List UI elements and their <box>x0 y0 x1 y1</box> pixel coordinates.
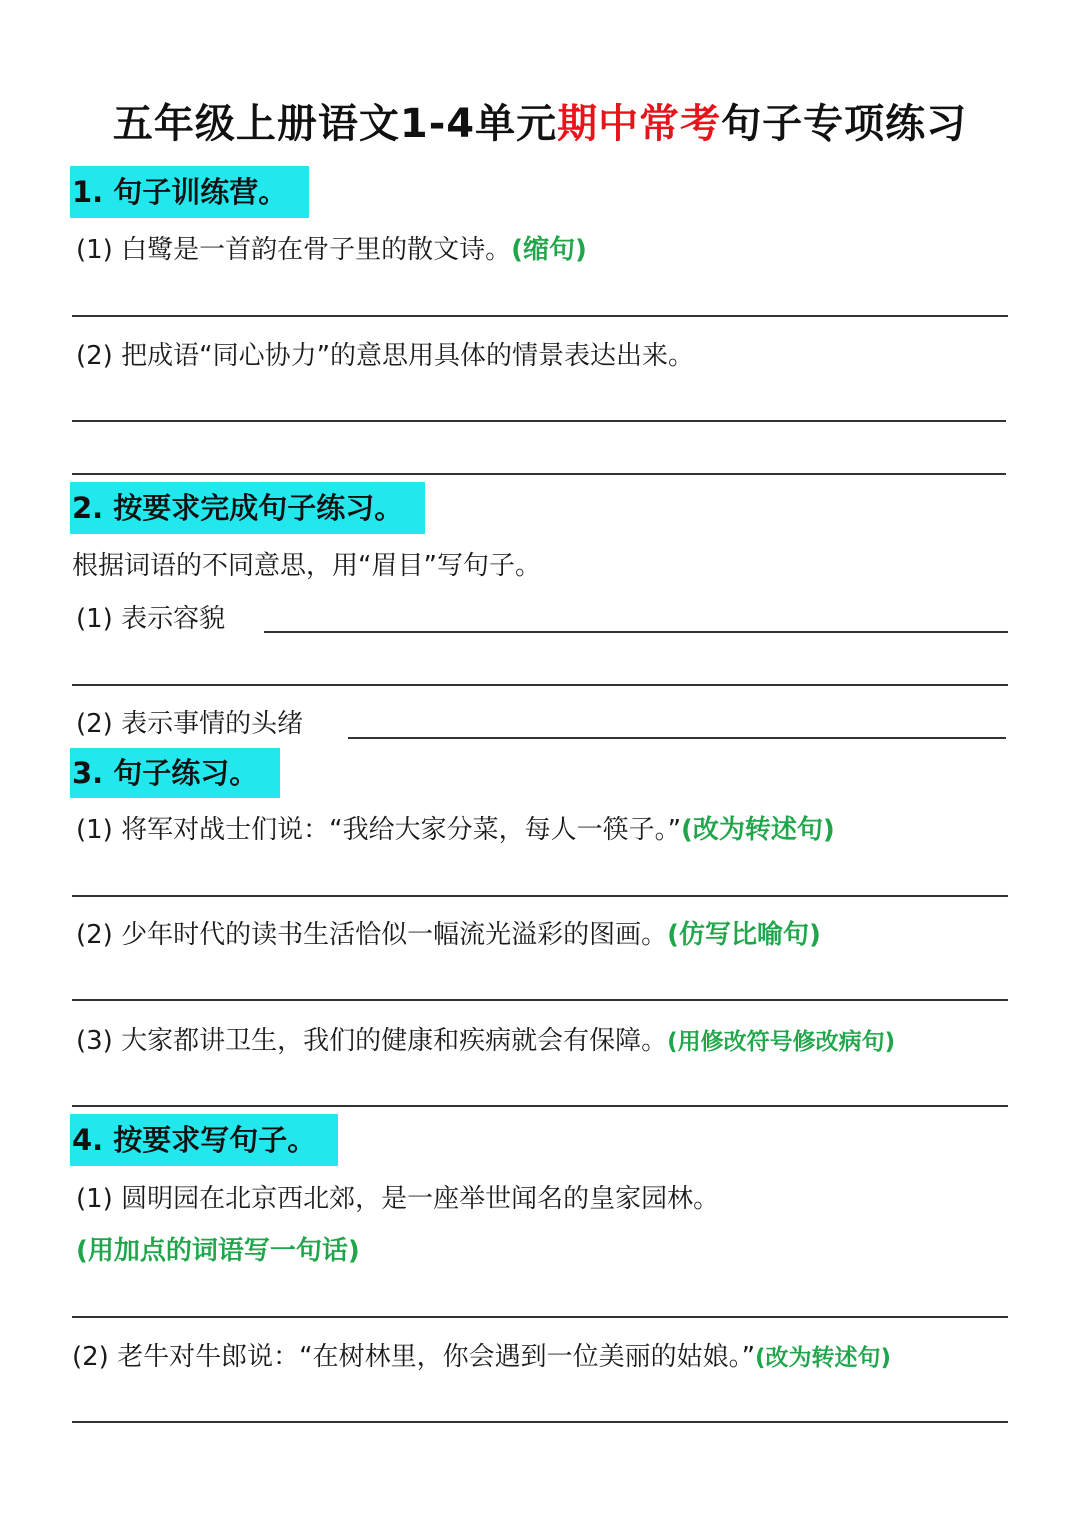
question-3-3 <box>76 1021 895 1062</box>
answer-line[interactable] <box>72 1316 1008 1318</box>
question-text: (2) 少年时代的读书生活恰似一幅流光溢彩的图画。 <box>76 920 668 950</box>
question-hint: (改为转述句) <box>681 815 835 845</box>
section-4-header: 4. 按要求写句子。 <box>70 1114 338 1166</box>
question-text: (1) 表示容貌 <box>76 604 226 634</box>
answer-line[interactable] <box>72 420 1006 422</box>
answer-line[interactable] <box>72 473 1006 475</box>
question-2-2 <box>76 704 303 744</box>
answer-line[interactable] <box>348 737 1006 739</box>
question-text: (1) 白鹭是一首韵在骨子里的散文诗。 <box>76 235 512 265</box>
answer-line[interactable] <box>72 999 1008 1001</box>
answer-line[interactable] <box>72 1421 1008 1423</box>
question-2-1 <box>76 599 225 639</box>
section-3-header: 3. 句子练习。 <box>70 748 280 798</box>
question-4-1 <box>76 1179 719 1219</box>
question-hint: (仿写比喻句) <box>667 920 821 950</box>
answer-line[interactable] <box>72 1105 1008 1107</box>
section-2-instruction: 根据词语的不同意思，用“眉目”写句子。 <box>72 551 541 581</box>
question-text: (2) 把成语“同心协力”的意思用具体的情景表达出来。 <box>76 341 695 371</box>
question-hint: (缩句) <box>511 235 587 265</box>
answer-line[interactable] <box>72 315 1008 317</box>
title-suffix: 句子专项练习 <box>721 101 968 147</box>
question-hint: (改为转述句) <box>755 1345 892 1371</box>
answer-line[interactable] <box>72 684 1008 686</box>
title-highlight: 期中常考 <box>557 101 722 147</box>
question-text: (3) 大家都讲卫生，我们的健康和疾病就会有保障。 <box>76 1026 668 1056</box>
page-title <box>0 92 1080 149</box>
question-text: (2) 表示事情的头绪 <box>76 709 304 739</box>
question-text: (2) 老牛对牛郎说：“在树林里，你会遇到一位美丽的姑娘。” <box>72 1342 756 1372</box>
answer-line[interactable] <box>264 631 1008 633</box>
question-hint: (用修改符号修改病句) <box>667 1029 896 1055</box>
question-4-1-hint: (用加点的词语写一句话) <box>76 1236 360 1266</box>
question-text: (1) 圆明园在北京西北郊，是一座举世闻名的皇家园林。 <box>76 1184 720 1214</box>
question-text: (1) 将军对战士们说：“我给大家分菜，每人一筷子。” <box>76 815 682 845</box>
question-1-1 <box>76 230 587 270</box>
question-3-1 <box>76 810 835 850</box>
question-3-2 <box>76 915 821 955</box>
section-2-header: 2. 按要求完成句子练习。 <box>70 482 425 534</box>
question-4-2 <box>72 1337 891 1378</box>
answer-line[interactable] <box>72 895 1008 897</box>
title-prefix: 五年级上册语文1-4单元 <box>112 101 558 147</box>
question-1-2 <box>76 336 694 376</box>
section-1-header: 1. 句子训练营。 <box>70 166 309 218</box>
